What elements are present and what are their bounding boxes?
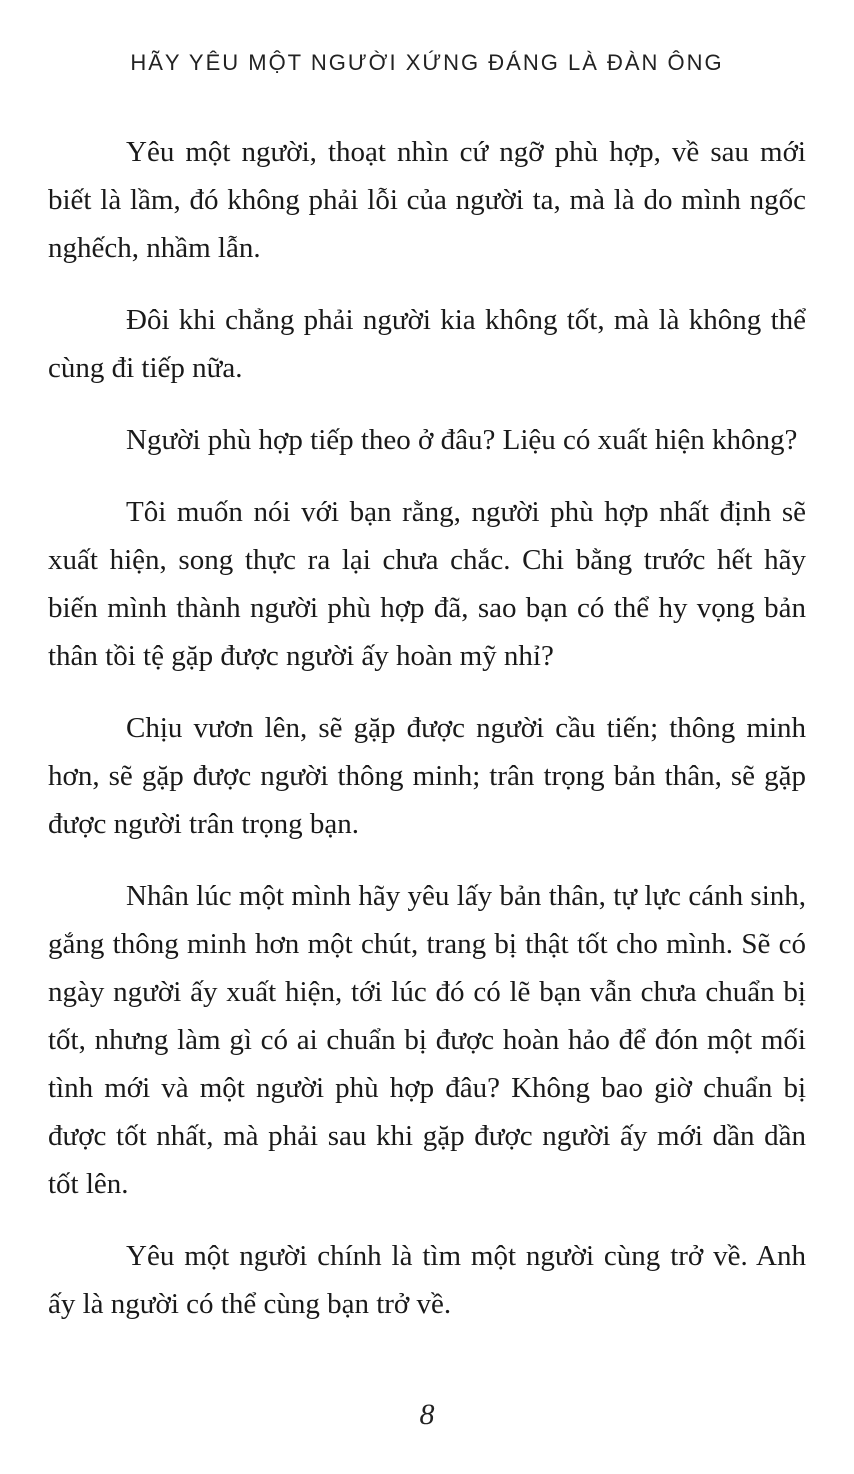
paragraph-3: Người phù hợp tiếp theo ở đâu? Liệu có xuất hiện không? — [126, 424, 798, 456]
paragraph-7: Yêu một người chính là tìm một người cùng trở về. Anh ấy là người có thể cùng bạn trở về. — [48, 1240, 806, 1320]
body-text — [48, 128, 806, 1352]
paragraph-2: Đôi khi chẳng phải người kia không tốt, mà là không thể cùng đi tiếp nữa. — [48, 304, 806, 384]
paragraph-5: Chịu vươn lên, sẽ gặp được người cầu tiến; thông minh hơn, sẽ gặp được người thông minh; trân trọng bản thân, sẽ gặp được người trân trọng bạn. — [48, 712, 806, 840]
paragraph-6: Nhân lúc một mình hãy yêu lấy bản thân, tự lực cánh sinh, gắng thông minh hơn một chút, trang bị thật tốt cho mình. Sẽ có ngày người ấy xuất hiện, tới lúc đó có lẽ bạn vẫn chưa chuẩn bị tốt, nhưng làm gì có ai chuẩn bị được hoàn hảo để đón một mối tình mới và một người phù hợp đâu? Không bao giờ chuẩn bị được tốt nhất, mà phải sau khi gặp được người ấy mới dần dần tốt lên. — [48, 880, 806, 1200]
paragraph-1: Yêu một người, thoạt nhìn cứ ngỡ phù hợp, về sau mới biết là lầm, đó không phải lỗi của người ta, mà là do mình ngốc nghếch, nhầm lẫn. — [48, 136, 806, 264]
paragraph-4: Tôi muốn nói với bạn rằng, người phù hợp nhất định sẽ xuất hiện, song thực ra lại chưa chắc. Chi bằng trước hết hãy biến mình thành người phù hợp đã, sao bạn có thể hy vọng bản thân tồi tệ gặp được người ấy hoàn mỹ nhỉ? — [48, 496, 806, 672]
running-header: HÃY YÊU MỘT NGƯỜI XỨNG ĐÁNG LÀ ĐÀN ÔNG — [130, 50, 724, 75]
page-number: 8 — [419, 1398, 435, 1431]
